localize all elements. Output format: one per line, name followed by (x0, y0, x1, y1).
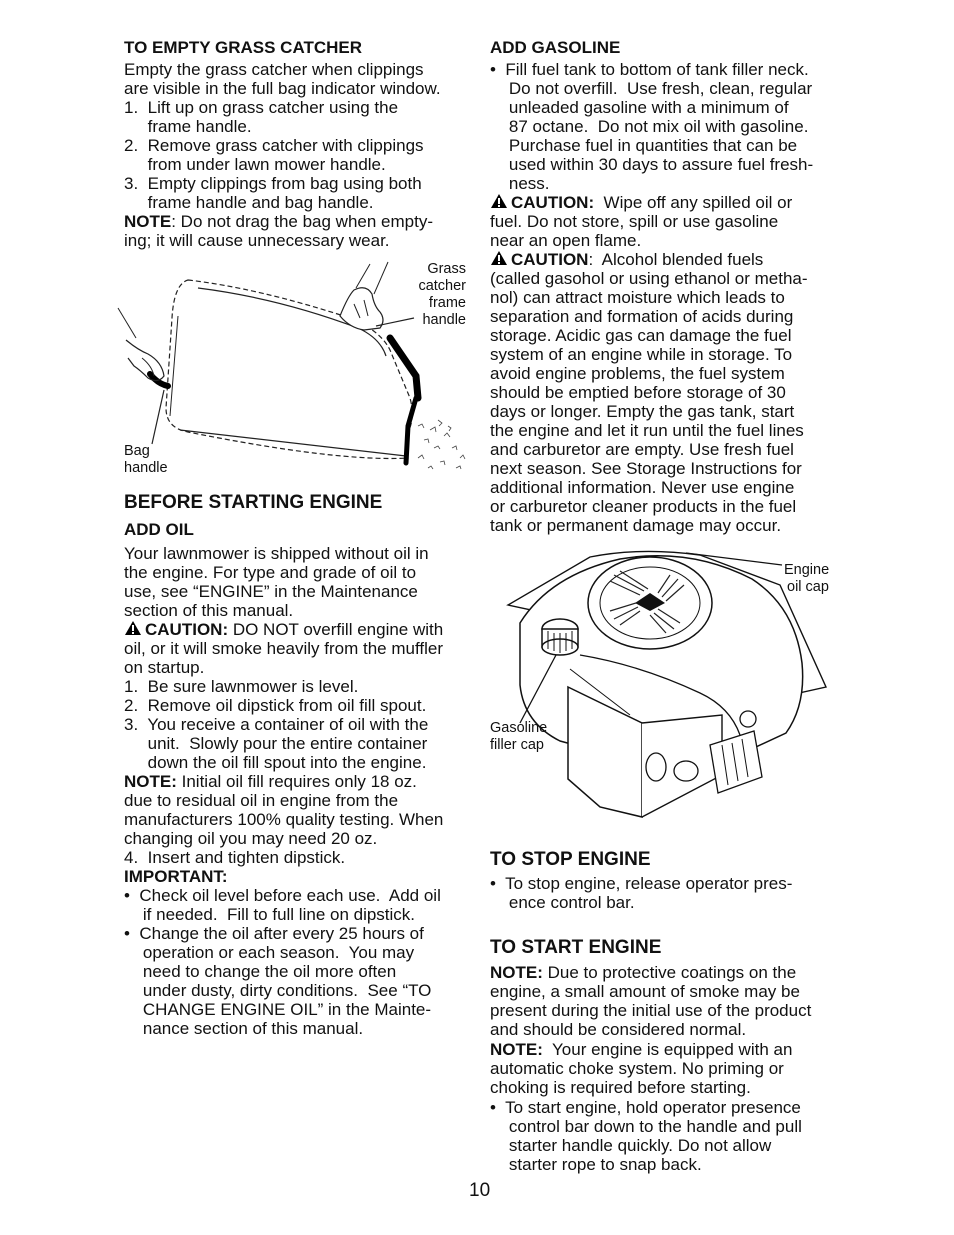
warning-triangle-icon (490, 193, 508, 209)
oil-step: down the oil fill spout into the engine. (124, 753, 427, 772)
start-note-line: and should be considered normal. (490, 1020, 747, 1039)
gas-line: unleaded gasoline with a minimum of (490, 98, 789, 117)
gas-line: • Fill fuel tank to bottom of tank filler neck. (490, 60, 809, 79)
engine-oil-cap-label: Engine (784, 562, 830, 578)
catcher-step: 1. Lift up on grass catcher using the (124, 98, 399, 117)
oil-caution-line: oil, or it will smoke heavily from the muffler (124, 639, 444, 658)
page-number: 10 (469, 1180, 491, 1201)
note-label: NOTE: (490, 1040, 543, 1059)
oil-step: 1. Be sure lawnmower is level. (124, 677, 359, 696)
note-text: Your engine is equipped with an (542, 1040, 793, 1059)
oil-note-line: due to residual oil in engine from the (124, 791, 399, 810)
note-label: NOTE (124, 212, 172, 231)
bag-handle-label: Bag (124, 443, 150, 459)
bag-handle-label: handle (124, 460, 168, 476)
oil-caution (124, 620, 443, 639)
gas-line: ness. (490, 174, 550, 193)
note-text: Due to protective coatings on the (542, 963, 797, 982)
frame-handle-label: catcher (418, 278, 466, 294)
alcohol-caution-line: the engine and let it run until the fuel lines (490, 421, 804, 440)
alcohol-caution-line: additional information. Never use engine (490, 478, 795, 497)
catcher-step: from under lawn mower handle. (124, 155, 386, 174)
oil-line: section of this manual. (124, 601, 294, 620)
alcohol-caution-line: system of an engine while in storage. To (490, 345, 793, 364)
gas-caution-line: fuel. Do not store, spill or use gasoline (490, 212, 779, 231)
important-line: nance section of this manual. (124, 1019, 364, 1038)
stop-line: ence control bar. (490, 893, 635, 912)
catcher-line: are visible in the full bag indicator window. (124, 79, 441, 98)
alcohol-caution-line: or carburetor cleaner products in the fuel (490, 497, 797, 516)
start-note (490, 963, 796, 982)
oil-step: 4. Insert and tighten dipstick. (124, 848, 346, 867)
important-line: under dusty, dirty conditions. See “TO (124, 981, 432, 1000)
gasoline-filler-cap-label: filler cap (490, 737, 544, 753)
frame-handle-label: handle (422, 312, 466, 328)
warning-triangle-icon (124, 620, 142, 636)
start-note-line: engine, a small amount of smoke may be (490, 982, 800, 1001)
important-line: need to change the oil more often (124, 962, 397, 981)
gas-line: used within 30 days to assure fuel fresh- (490, 155, 814, 174)
caution-text: : Alcohol blended fuels (588, 250, 764, 269)
important-line: • Check oil level before each use. Add oil (124, 886, 441, 905)
start-note-line: present during the initial use of the product (490, 1001, 812, 1020)
alcohol-caution-line: days or longer. Empty the gas tank, start (490, 402, 795, 421)
warning-triangle-icon (490, 250, 508, 266)
catcher-step: 3. Empty clippings from bag using both (124, 174, 422, 193)
gas-line: Purchase fuel in quantities that can be (490, 136, 798, 155)
important-line: if needed. Fill to full line on dipstick. (124, 905, 416, 924)
start-bullet-line: starter rope to snap back. (490, 1155, 702, 1174)
add-oil-heading: ADD OIL (124, 520, 194, 539)
stop-line: • To stop engine, release operator pres- (490, 874, 793, 893)
catcher-step: frame handle and bag handle. (124, 193, 374, 212)
important-line: operation or each season. You may (124, 943, 415, 962)
oil-note (124, 772, 417, 791)
oil-line: use, see “ENGINE” in the Maintenance (124, 582, 418, 601)
important-heading: IMPORTANT: (124, 867, 228, 886)
note-text: Initial oil fill requires only 18 oz. (176, 772, 417, 791)
caution-text: Wipe off any spilled oil or (594, 193, 793, 212)
start-engine-heading: TO START ENGINE (490, 937, 662, 958)
oil-step: 2. Remove oil dipstick from oil fill spout. (124, 696, 427, 715)
gasoline-filler-cap-label: Gasoline (490, 720, 548, 736)
choke-note (490, 1040, 792, 1059)
stop-engine-heading: TO STOP ENGINE (490, 849, 651, 870)
catcher-note-line: ing; it will cause unnecessary wear. (124, 231, 390, 250)
oil-step: 3. You receive a container of oil with the (124, 715, 429, 734)
caution-text: DO NOT overfill engine with (228, 620, 444, 639)
catcher-line: Empty the grass catcher when clippings (124, 60, 424, 79)
catcher-step: 2. Remove grass catcher with clippings (124, 136, 424, 155)
oil-line: Your lawnmower is shipped without oil in (124, 544, 429, 563)
oil-line: the engine. For type and grade of oil to (124, 563, 417, 582)
caution-label: CAUTION (511, 250, 589, 269)
alcohol-caution-line: and carburetor are empty. Use fresh fuel (490, 440, 794, 459)
alcohol-caution-line: storage. Acidic gas can damage the fuel (490, 326, 792, 345)
gas-caution-line: near an open flame. (490, 231, 642, 250)
caution-label: CAUTION: (511, 193, 595, 212)
oil-caution-line: on startup. (124, 658, 205, 677)
note-label: NOTE: (124, 772, 177, 791)
alcohol-caution-line: separation and formation of acids during (490, 307, 794, 326)
alcohol-caution-line: (called gasohol or using ethanol or metha- (490, 269, 808, 288)
alcohol-caution-line: next season. See Storage Instructions for (490, 459, 802, 478)
oil-note-line: changing oil you may need 20 oz. (124, 829, 378, 848)
catcher-step: frame handle. (124, 117, 252, 136)
oil-note-line: manufacturers 100% quality testing. When (124, 810, 444, 829)
engine-illustration (490, 545, 835, 820)
alcohol-caution (490, 250, 763, 269)
gas-line: 87 octane. Do not mix oil with gasoline. (490, 117, 809, 136)
alcohol-caution-line: avoid engine problems, the fuel system (490, 364, 785, 383)
alcohol-caution-line: should be emptied before storage of 30 (490, 383, 786, 402)
caution-label: CAUTION: (145, 620, 229, 639)
start-bullet-line: control bar down to the handle and pull (490, 1117, 802, 1136)
catcher-note (124, 212, 433, 231)
gas-caution (490, 193, 792, 212)
important-line: CHANGE ENGINE OIL” in the Mainte- (124, 1000, 432, 1019)
start-bullet-line: starter handle quickly. Do not allow (490, 1136, 772, 1155)
choke-note-line: choking is required before starting. (490, 1078, 751, 1097)
frame-handle-label: frame (428, 295, 466, 311)
add-gasoline-heading: ADD GASOLINE (490, 38, 621, 57)
clippings-icon (418, 420, 465, 469)
engine-oil-cap-label: oil cap (787, 579, 829, 595)
important-line: • Change the oil after every 25 hours of (124, 924, 424, 943)
start-bullet-line: • To start engine, hold operator presence (490, 1098, 801, 1117)
alcohol-caution-line: nol) can attract moisture which leads to (490, 288, 785, 307)
note-text: : Do not drag the bag when empty- (171, 212, 433, 231)
gas-line: Do not overfill. Use fresh, clean, regular (490, 79, 813, 98)
before-starting-heading: BEFORE STARTING ENGINE (124, 492, 383, 513)
frame-handle-label: Grass (427, 261, 466, 277)
note-label: NOTE: (490, 963, 543, 982)
empty-catcher-heading: TO EMPTY GRASS CATCHER (124, 38, 363, 57)
oil-step: unit. Slowly pour the entire container (124, 734, 428, 753)
alcohol-caution-line: tank or permanent damage may occur. (490, 516, 782, 535)
choke-note-line: automatic choke system. No priming or (490, 1059, 784, 1078)
